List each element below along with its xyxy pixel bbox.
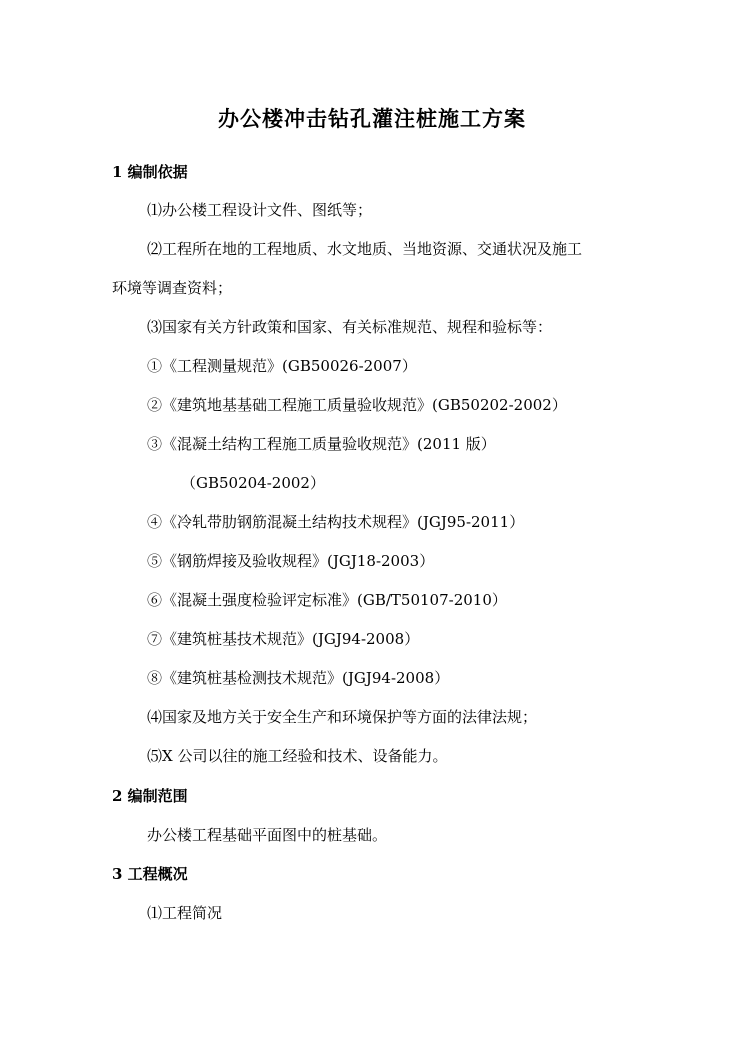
document-title: 办公楼冲击钻孔灌注桩施工方案 xyxy=(218,106,526,131)
paragraph-scope: 办公楼工程基础平面图中的桩基础。 xyxy=(147,826,388,844)
standard-item-2: ②《建筑地基基础工程施工质量验收规范》(GB50202-2002） xyxy=(147,396,567,414)
section-heading-2: 2 编制范围 xyxy=(112,787,188,805)
paragraph-basis-2-cont: 环境等调查资料； xyxy=(112,279,233,297)
paragraph-basis-4: ⑷国家及地方关于安全生产和环境保护等方面的法律法规； xyxy=(147,708,538,726)
section-heading-3: 3 工程概况 xyxy=(112,865,188,883)
standard-item-1: ①《工程测量规范》(GB50026-2007） xyxy=(147,357,417,375)
standard-item-8: ⑧《建筑桩基检测技术规范》(JGJ94-2008） xyxy=(147,669,450,687)
paragraph-basis-3: ⑶国家有关方针政策和国家、有关标准规范、规程和验标等： xyxy=(147,318,553,336)
paragraph-basis-5: ⑸X 公司以往的施工经验和技术、设备能力。 xyxy=(147,747,448,765)
paragraph-overview-1: ⑴工程简况 xyxy=(147,904,223,922)
standard-item-4: ④《冷轧带肋钢筋混凝土结构技术规程》(JGJ95-2011） xyxy=(147,513,525,531)
section-heading-1: 1 编制依据 xyxy=(112,163,188,181)
standard-item-6: ⑥《混凝土强度检验评定标准》(GB/T50107-2010） xyxy=(147,591,507,609)
paragraph-basis-1: ⑴办公楼工程设计文件、图纸等； xyxy=(147,201,373,219)
paragraph-basis-2: ⑵工程所在地的工程地质、水文地质、当地资源、交通状况及施工 xyxy=(147,240,583,258)
standard-item-3-cont: （GB50204-2002） xyxy=(181,474,325,492)
standard-item-3: ③《混凝土结构工程施工质量验收规范》(2011 版） xyxy=(147,435,496,453)
standard-item-5: ⑤《钢筋焊接及验收规程》(JGJ18-2003） xyxy=(147,552,435,570)
standard-item-7: ⑦《建筑桩基技术规范》(JGJ94-2008） xyxy=(147,630,420,648)
